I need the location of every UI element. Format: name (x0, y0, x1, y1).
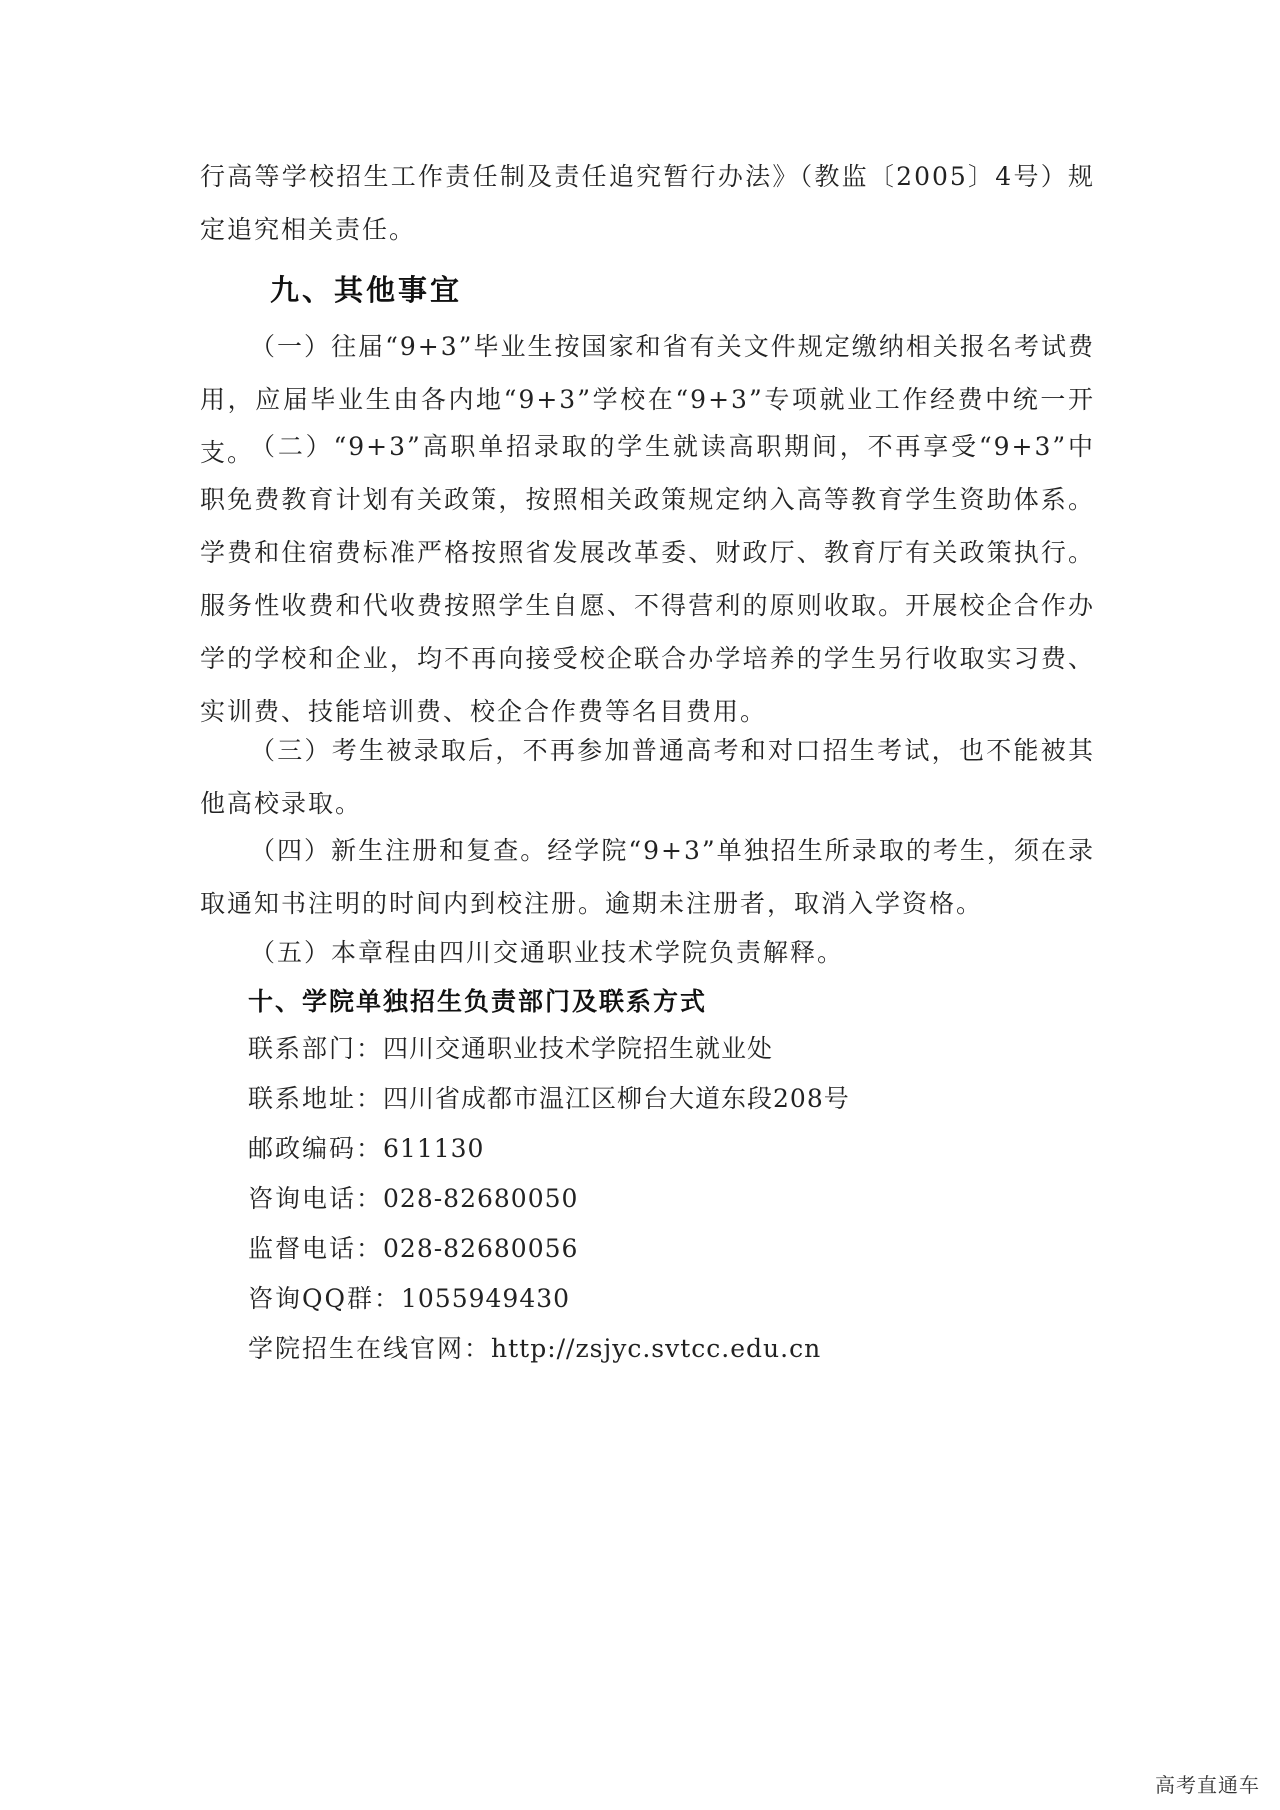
contact-label: 联系部门： (248, 1034, 384, 1063)
contact-row-address (248, 1074, 1098, 1124)
section-9-item-4: （四）新生注册和复查。经学院“9+3”单独招生所录取的考生，须在录取通知书注明的时间内到校注册。逾期未注册者，取消入学资格。 (200, 836, 1095, 918)
contact-list (248, 1024, 1098, 1374)
contact-label: 联系地址： (248, 1084, 384, 1113)
section-9-item-3: （三）考生被录取后，不再参加普通高考和对口招生考试，也不能被其他高校录取。 (200, 736, 1095, 818)
contact-row-postcode (248, 1124, 1098, 1174)
section-9-item-2: （二）“9+3”高职单招录取的学生就读高职期间，不再享受“9+3”中职免费教育计划有关政策，按照相关政策规定纳入高等教育学生资助体系。学费和住宿费标准严格按照省发展改革委、财政厅、教育厅有关政策执行。服务性收费和代收费按照学生自愿、不得营利的原则收取。开展校企合作办学的学校和企业，均不再向接受校企联合办学培养的学生另行收取实习费、实训费、技能培训费、校企合作费等名目费用。 (200, 432, 1095, 726)
contact-label: 邮政编码： (248, 1134, 384, 1163)
website-link[interactable]: http://zsjyc.svtcc.edu.cn (491, 1334, 822, 1363)
contact-value: 1055949430 (401, 1284, 571, 1313)
contact-label: 学院招生在线官网： (248, 1334, 492, 1363)
contact-value: 四川交通职业技术学院招生就业处 (383, 1034, 774, 1063)
contact-label: 监督电话： (248, 1234, 384, 1263)
contact-value: 028-82680050 (383, 1184, 579, 1213)
contact-row-supervision-phone (248, 1224, 1098, 1274)
watermark: 高考直通车 (1155, 1773, 1260, 1797)
section-9-item-1: （一）往届“9+3”毕业生按国家和省有关文件规定缴纳相关报名考试费用，应届毕业生由各内地“9+3”学校在“9+3”专项就业工作经费中统一开支。 (200, 332, 1095, 467)
continuation-paragraph: 行高等学校招生工作责任制及责任追究暂行办法》（教监〔2005〕4号）规定追究相关责任。 (200, 162, 1095, 244)
contact-row-website (248, 1324, 1098, 1374)
contact-value: 611130 (383, 1134, 485, 1163)
section-10-heading: 十、学院单独招生负责部门及联系方式 (248, 987, 708, 1016)
section-9-heading: 九、其他事宜 (270, 273, 463, 307)
contact-row-department (248, 1024, 1098, 1074)
section-9-item-5: （五）本章程由四川交通职业技术学院负责解释。 (250, 938, 845, 967)
contact-label: 咨询电话： (248, 1184, 384, 1213)
contact-label: 咨询QQ群： (248, 1284, 401, 1313)
contact-value: 四川省成都市温江区柳台大道东段208号 (383, 1084, 850, 1113)
contact-row-consult-phone (248, 1174, 1098, 1224)
contact-value: 028-82680056 (383, 1234, 579, 1263)
contact-row-qq-group (248, 1274, 1098, 1324)
